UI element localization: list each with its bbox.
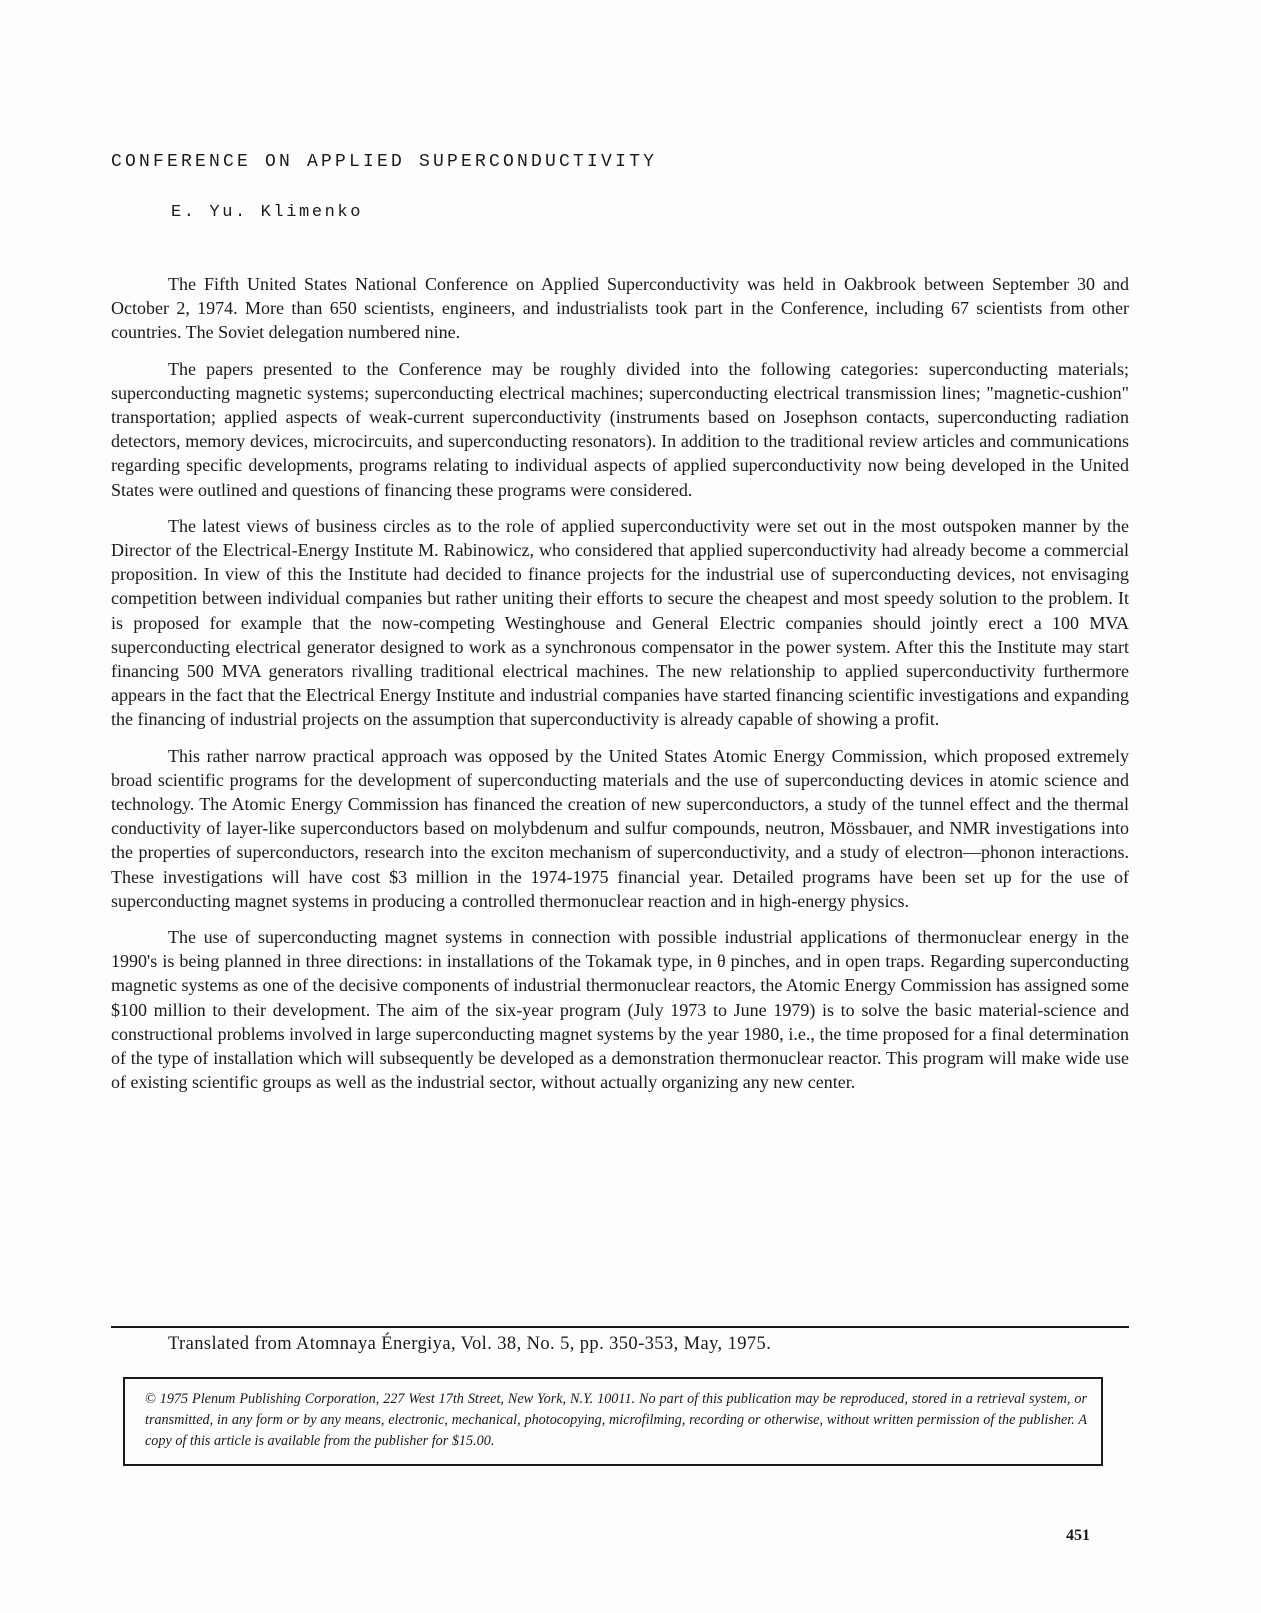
paragraph-2: The papers presented to the Conference may be roughly divided into the following categories: superconducting materials; superconducting magnetic systems; superconducting electrical machines; superconducting electrical transmission lines; "magnetic-cushion" transportation; applied aspects of weak-current superconductivity (instruments based on Josephson contacts, superconducting radiation detectors, memory devices, microcircuits, and superconducting resonators). In addition to the traditional review articles and communications regarding specific developments, programs relating to individual aspects of applied superconductivity now being developed in the United States were outlined and questions of financing these programs were considered. xyxy=(111,358,1129,500)
paragraph-5: The use of superconducting magnet systems in connection with possible industrial applications of thermonuclear energy in the 1990's is being planned in three directions: in installations of the Tokamak type, in θ pinches, and in open traps. Regarding superconducting magnetic systems as one of the decisive components of industrial thermonuclear reactors, the Atomic Energy Commission has assigned some $100 million to their development. The aim of the six-year program (July 1973 to June 1979) is to solve the basic material-science and constructional problems involved in large superconducting magnet systems by the year 1980, i.e., the time proposed for a final determination of the type of installation which will subsequently be developed as a demonstration thermonuclear reactor. This program will make wide use of existing scientific groups as well as the industrial sector, without actually organizing any new center. xyxy=(111,927,1129,1093)
article-author: E. Yu. Klimenko xyxy=(171,203,364,222)
copyright-text: © 1975 Plenum Publishing Corporation, 227 West 17th Street, New York, N.Y. 10011. No part of this publication may be reproduced, stored in a retrieval system, or transmitted, in any form or by any means, electronic, mechanical, photocopying, microfilming, recording or otherwise, without written permission of the publisher. A copy of this article is available from the publisher for $15.00. xyxy=(145,1391,1087,1449)
paragraph-3: The latest views of business circles as to the role of applied superconductivity were set out in the most outspoken manner by the Director of the Electrical-Energy Institute M. Rabinowicz, who considered that applied superconductivity had already become a commercial proposition. In view of this the Institute had decided to finance projects for the industrial use of superconducting devices, not envisaging competition between individual companies but rather uniting their efforts to secure the cheapest and most speedy solution to the problem. It is proposed for example that the now-competing Westinghouse and General Electric companies should jointly erect a 100 MVA superconducting electrical generator designed to work as a synchronous compensator in the power system. After this the Institute may start financing 500 MVA generators rivalling traditional electrical machines. The new relationship to applied superconductivity furthermore appears in the fact that the Electrical Energy Institute and industrial companies have started financing scientific investigations and expanding the financing of industrial projects on the assumption that superconductivity is already capable of showing a profit. xyxy=(111,515,1129,730)
translation-source-note: Translated from Atomnaya Énergiya, Vol. 38, No. 5, pp. 350-353, May, 1975. xyxy=(168,1334,772,1354)
copyright-notice-box xyxy=(123,1377,1103,1466)
page-number: 451 xyxy=(1066,1527,1090,1544)
article-title: CONFERENCE ON APPLIED SUPERCONDUCTIVITY xyxy=(111,152,658,172)
article-body xyxy=(111,272,1129,1107)
paragraph-4: This rather narrow practical approach was opposed by the United States Atomic Energy Commission, which proposed extremely broad scientific programs for the development of superconducting materials and the use of superconducting devices in atomic science and technology. The Atomic Energy Commission has financed the creation of new superconductors, a study of the tunnel effect and the thermal conductivity of layer-like superconductors based on molybdenum and sulfur compounds, neutron, Mössbauer, and NMR investigations into the properties of superconductors, research into the exciton mechanism of superconductivity, and a study of electron—phonon interactions. These investigations will have cost $3 million in the 1974-1975 financial year. Detailed programs have been set up for the use of superconducting magnet systems in producing a controlled thermonuclear reaction and in high-energy physics. xyxy=(111,745,1129,911)
footnote-divider xyxy=(111,1326,1129,1328)
paragraph-1: The Fifth United States National Conference on Applied Superconductivity was held in Oakbrook between September 30 and October 2, 1974. More than 650 scientists, engineers, and industrialists took part in the Conference, including 67 scientists from other countries. The Soviet delegation numbered nine. xyxy=(111,274,1129,343)
